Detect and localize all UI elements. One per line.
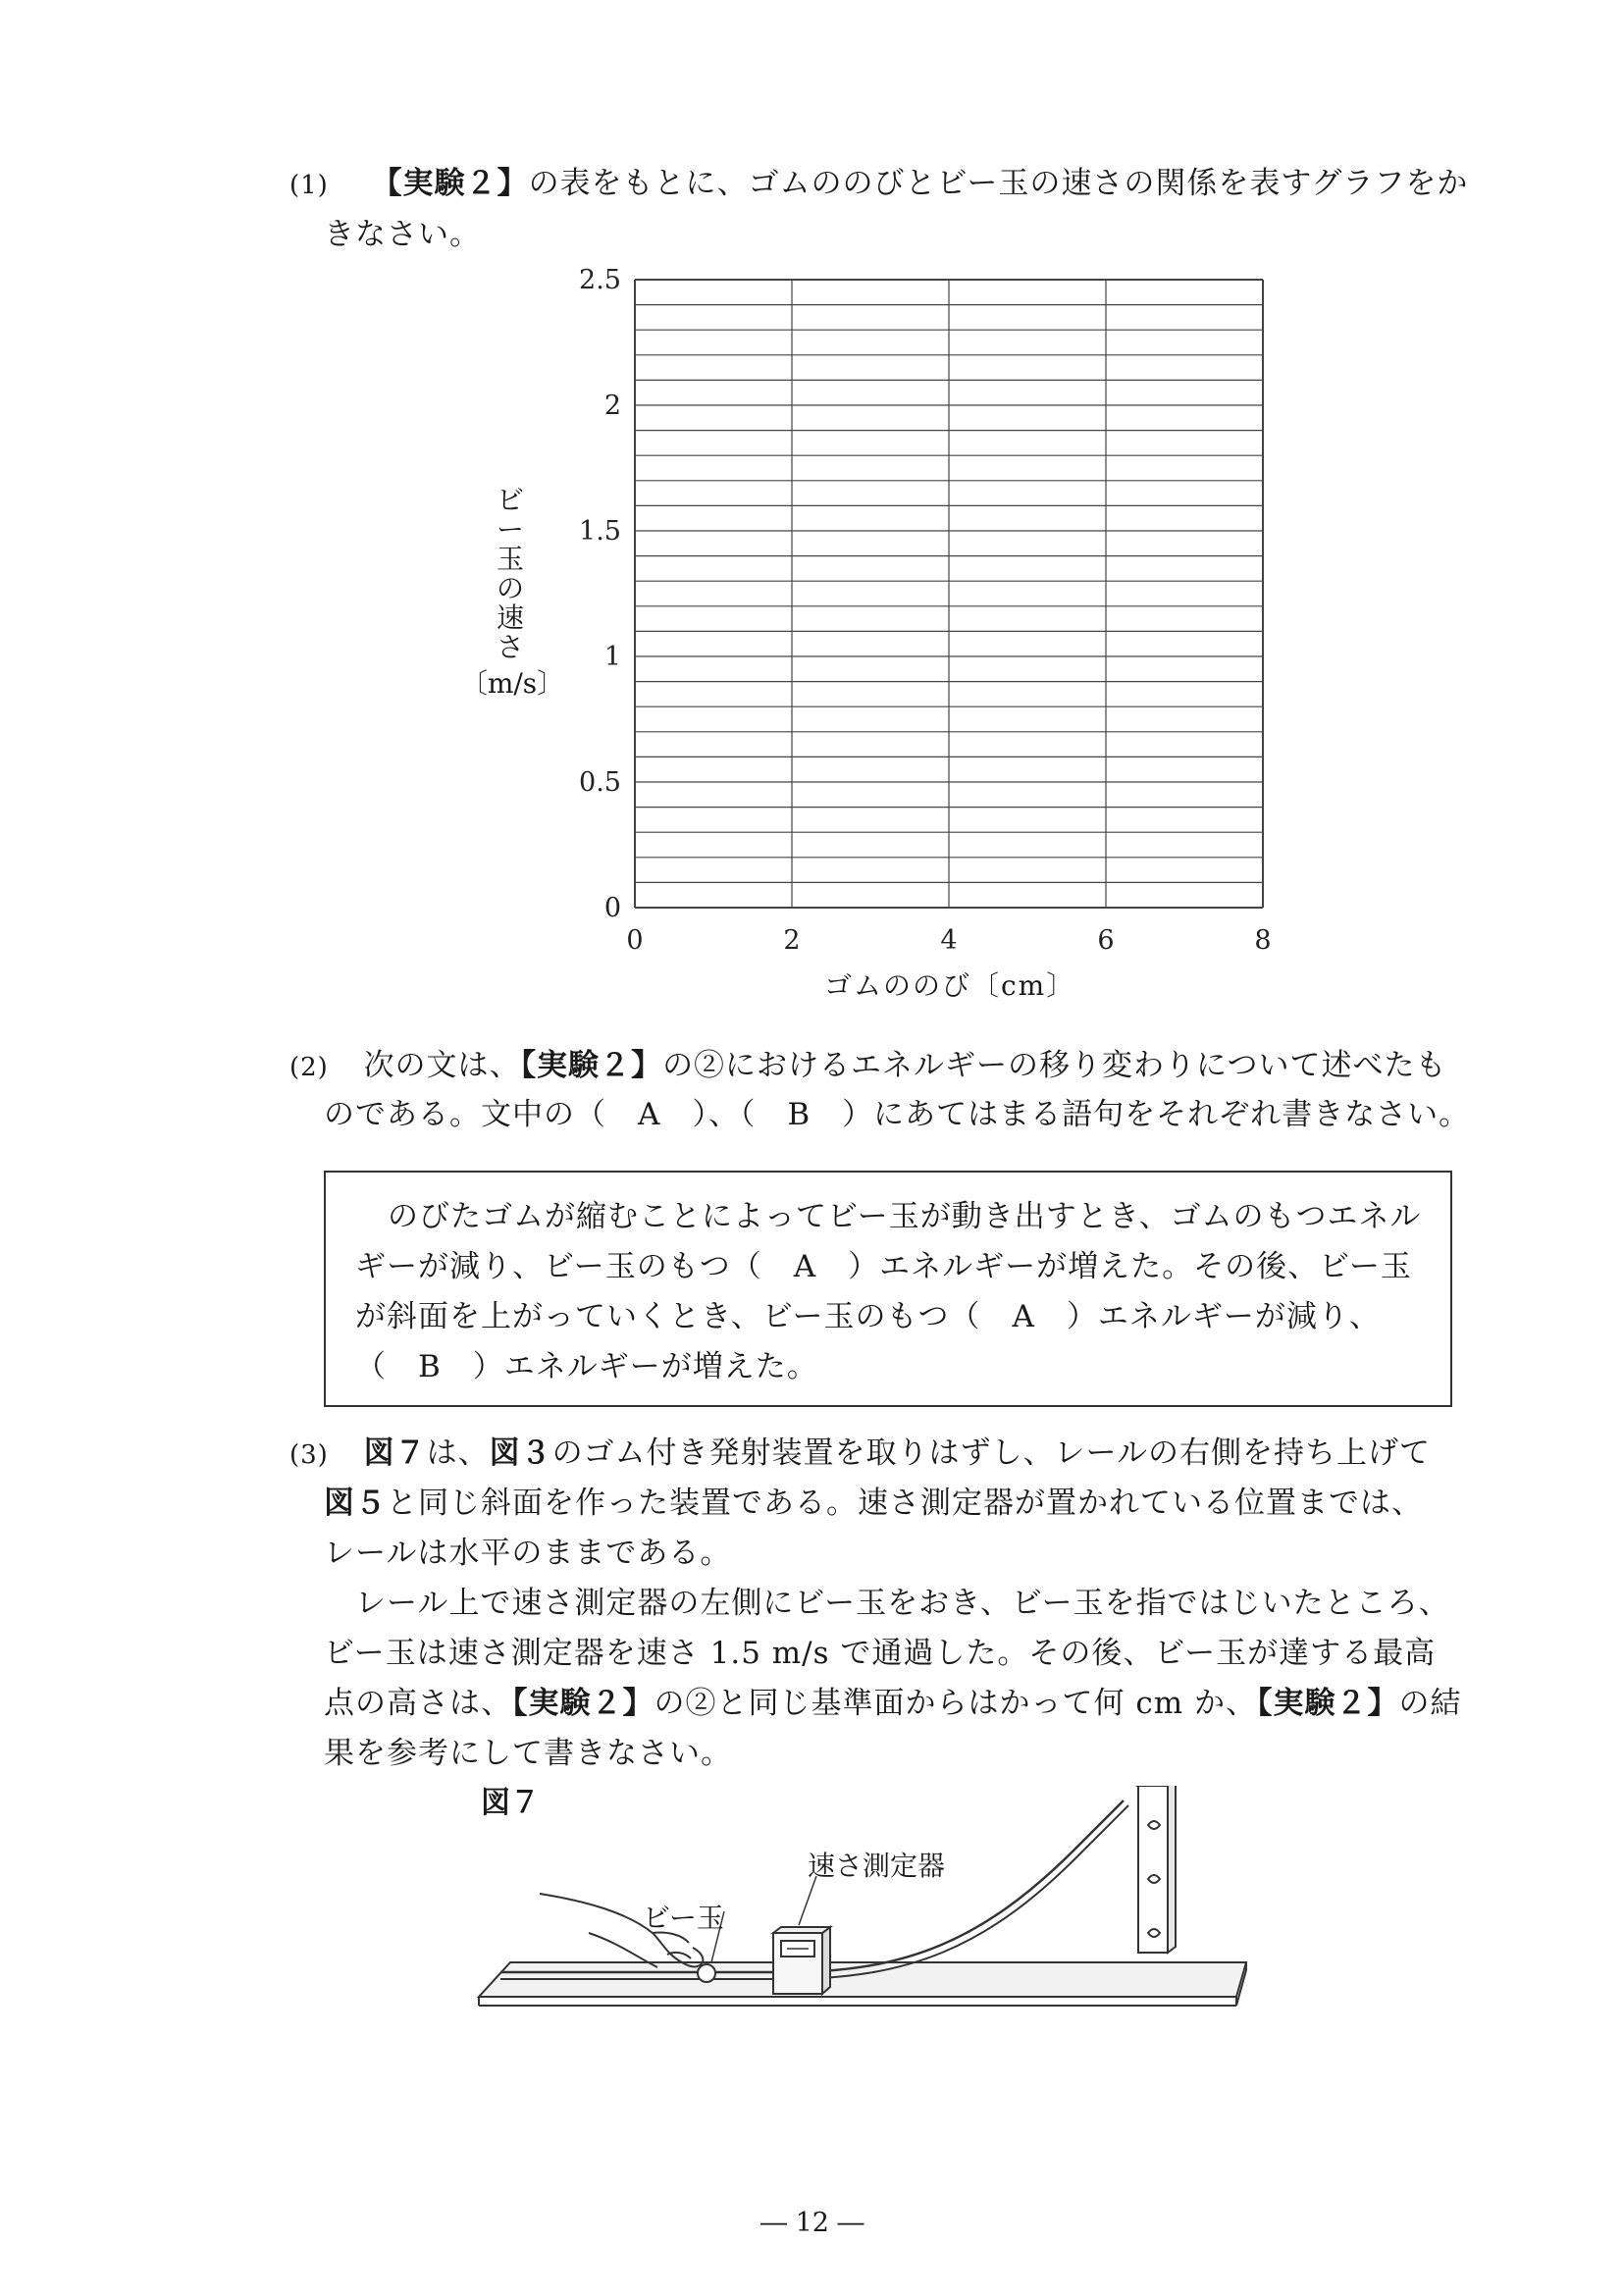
q2-experiment-ref: 【実験２】 [520, 1048, 663, 1083]
answer-graph[interactable] [432, 260, 1295, 1016]
q3-line1 [289, 1430, 1431, 1480]
q3-text-7: 果を参考にして書きなさい。 [324, 1736, 732, 1771]
y-label-char: ビ [496, 484, 524, 516]
y-tick-label: 2.5 [579, 265, 621, 295]
q2-number: (2) [289, 1053, 329, 1082]
y-tick-label: 1 [603, 642, 621, 672]
passage-line-3: が斜面を上がっていくとき、ビー玉のもつ（ A ）エネルギーが減り、 [355, 1299, 1381, 1334]
q3-experiment-ref-1: 【実験２】 [512, 1686, 654, 1721]
x-tick-label: 4 [940, 925, 958, 956]
q1-experiment-ref: 【実験２】 [371, 166, 529, 201]
q3-line6 [324, 1680, 1461, 1728]
q1-line1 [289, 160, 1468, 210]
x-tick-label: 6 [1097, 925, 1115, 956]
q3-text-3: レールは水平のままである。 [324, 1536, 732, 1571]
y-tick-label: 1.5 [579, 516, 621, 547]
speed-meter-label: 速さ測定器 [808, 1850, 946, 1882]
q3-text-1c: のゴム付き発射装置を取りはずし、レールの右側を持ち上げて [551, 1435, 1431, 1471]
q3-text-6b: の②と同じ基準面からはかって何 cm か、 [654, 1686, 1257, 1721]
y-tick-label: 0.5 [579, 767, 621, 798]
q3-text-4: レール上で速さ測定器の左側にビー玉をおき、ビー玉を指ではじいたところ、 [355, 1586, 1450, 1621]
q1-text-1: の表をもとに、ゴムののびとビー玉の速さの関係を表すグラフをか [528, 166, 1469, 201]
q2-text-1a: 次の文は、 [363, 1048, 521, 1083]
y-axis-unit: 〔m/s〕 [459, 667, 565, 700]
q1-text-2: きなさい。 [324, 217, 481, 252]
passage-line-4: （ B ）エネルギーが増えた。 [355, 1349, 818, 1384]
y-label-char: ー [496, 513, 524, 546]
y-label-char: の [496, 572, 524, 604]
page-number: ― 12 ― [760, 2208, 864, 2238]
q3-text-2b: と同じ斜面を作った装置である。速さ測定器が置かれている位置までは、 [387, 1486, 1423, 1521]
q3-text-6a: 点の高さは、 [324, 1686, 512, 1721]
q2-text-1b: の②におけるエネルギーの移り変わりについて述べたも [662, 1048, 1447, 1083]
q3-fig3-ref: 図３ [489, 1435, 552, 1471]
q3-line2 [324, 1480, 1423, 1528]
y-tick-label: 0 [603, 893, 621, 923]
y-label-char: さ [496, 631, 524, 663]
x-tick-label: 8 [1254, 925, 1272, 956]
figure7-caption: 図７ [481, 1786, 540, 1820]
passage-line-1: のびたゴムが縮むことによってビー玉が動き出すとき、ゴムのもつエネル [388, 1199, 1422, 1234]
q2-text-2: のである。文中の（ A ）、（ B ）にあてはまる語句をそれぞれ書きなさい。 [324, 1097, 1471, 1132]
passage-line-2: ギーが減り、ビー玉のもつ（ A ）エネルギーが増えた。その後、ビー玉 [355, 1249, 1412, 1284]
pole [1138, 1786, 1176, 1953]
q3-text-1b: は、 [426, 1435, 490, 1471]
marble-icon [698, 1964, 715, 1982]
q1-number: (1) [289, 171, 329, 200]
y-tick-label: 2 [603, 391, 621, 421]
q3-text-5: ビー玉は速さ測定器を速さ 1.5 m/s で通過した。その後、ビー玉が達する最高 [324, 1636, 1437, 1671]
figure7-illustration [471, 1786, 1256, 2041]
speed-meter-icon [773, 1927, 830, 1994]
q3-experiment-ref-2: 【実験２】 [1256, 1686, 1399, 1721]
x-tick-label: 0 [626, 925, 644, 956]
q3-number: (3) [289, 1440, 329, 1470]
y-label-char: 玉 [496, 543, 524, 575]
marble-label: ビー玉 [643, 1902, 724, 1934]
x-axis-label: ゴムののび〔cm〕 [824, 969, 1076, 1002]
y-label-char: 速 [496, 601, 524, 634]
q2-line1 [289, 1042, 1446, 1092]
x-tick-label: 2 [783, 925, 801, 956]
q3-fig7-ref: 図７ [363, 1435, 427, 1471]
q3-text-6c: の結 [1398, 1686, 1462, 1721]
y-axis-label [491, 486, 530, 662]
base-board [479, 1962, 1246, 2006]
q3-fig5-ref: 図５ [324, 1486, 387, 1521]
